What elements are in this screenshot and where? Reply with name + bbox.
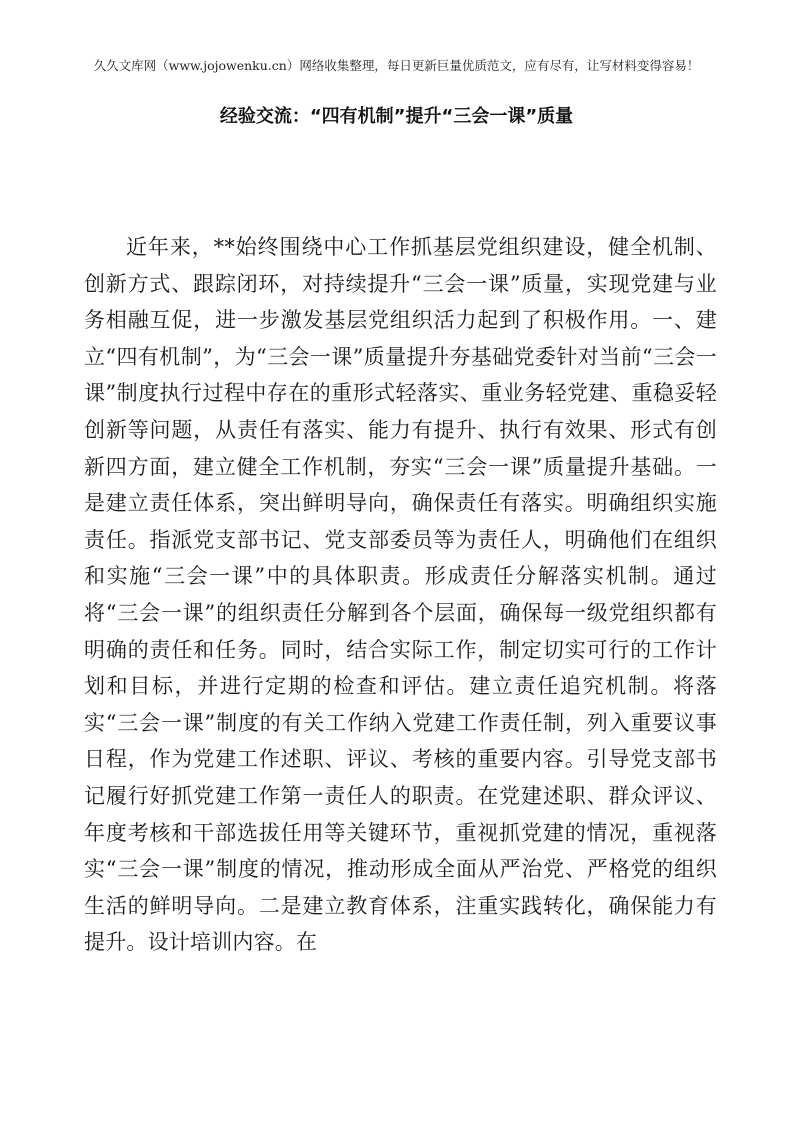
document-title: 经验交流：“四有机制”提升“三会一课”质量 <box>219 106 574 127</box>
body-paragraph: 近年来，**始终围绕中心工作抓基层党组织建设，健全机制、创新方式、跟踪闭环，对持续提升“三会一课”质量，实现党建与业务相融互促，进一步激发基层党组织活力起到了积极作用。一、建立“四有机制”，为“三会一课”质量提升夯基础党委针对当前“三会一课”制度执行过程中存在的重形式轻落实、重业务轻党建、重稳妥轻创新等问题，从责任有落实、能力有提升、执行有效果、形式有创新四方面，建立健全工作机制，夯实“三会一课”质量提升基础。一是建立责任体系，突出鲜明导向，确保责任有落实。明确组织实施责任。指派党支部书记、党支部委员等为责任人，明确他们在组织和实施“三会一课”中的具体职责。形成责任分解落实机制。通过将“三会一课”的组织责任分解到各个层面，确保每一级党组织都有明确的责任和任务。同时，结合实际工作，制定切实可行的工作计划和目标，并进行定期的检查和评估。建立责任追究机制。将落实“三会一课”制度的有关工作纳入党建工作责任制，列入重要议事日程，作为党建工作述职、评议、考核的重要内容。引导党支部书记履行好抓党建工作第一责任人的职责。在党建述职、群众评议、年度考核和干部选拔任用等关键环节，重视抓党建的情况，重视落实“三会一课”制度的情况，推动形成全面从严治党、严格党的组织生活的鲜明导向。二是建立教育体系，注重实践转化，确保能力有提升。设计培训内容。在 <box>84 235 717 955</box>
page-header: 久久文库网（www.jojowenku.cn）网络收集整理，每日更新巨量优质范文，应有尽有，让写材料变得容易！ <box>93 58 700 73</box>
